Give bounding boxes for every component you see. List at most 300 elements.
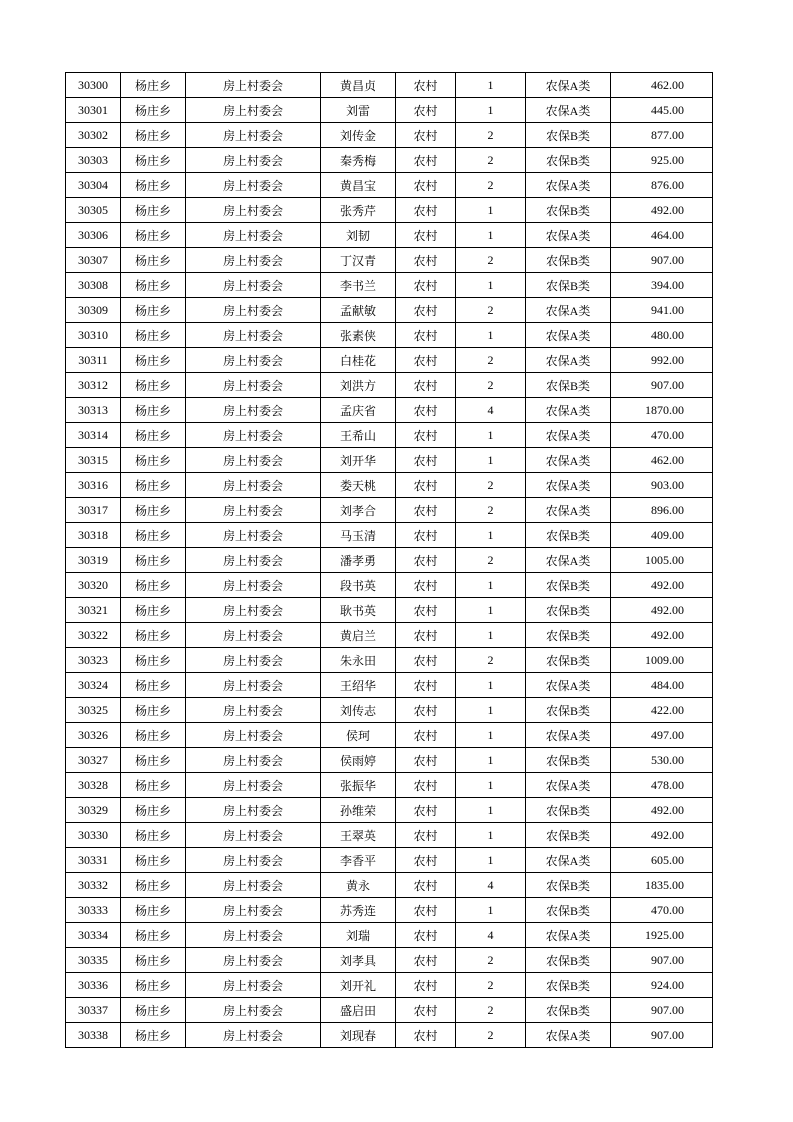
cell-insurance-category: 农保A类 bbox=[526, 848, 611, 873]
cell-village-committee: 房上村委会 bbox=[186, 148, 321, 173]
cell-township: 杨庄乡 bbox=[121, 348, 186, 373]
cell-person-name: 刘开华 bbox=[321, 448, 396, 473]
cell-person-count: 1 bbox=[456, 523, 526, 548]
cell-serial-no: 30312 bbox=[66, 373, 121, 398]
cell-serial-no: 30329 bbox=[66, 798, 121, 823]
cell-insurance-category: 农保B类 bbox=[526, 198, 611, 223]
cell-insurance-category: 农保B类 bbox=[526, 823, 611, 848]
cell-person-count: 1 bbox=[456, 773, 526, 798]
cell-person-count: 1 bbox=[456, 698, 526, 723]
cell-serial-no: 30305 bbox=[66, 198, 121, 223]
cell-village-committee: 房上村委会 bbox=[186, 648, 321, 673]
cell-township: 杨庄乡 bbox=[121, 198, 186, 223]
cell-amount: 464.00 bbox=[611, 223, 713, 248]
table-row bbox=[66, 498, 713, 523]
cell-person-name: 刘孝合 bbox=[321, 498, 396, 523]
table-row bbox=[66, 123, 713, 148]
cell-amount: 409.00 bbox=[611, 523, 713, 548]
cell-person-count: 1 bbox=[456, 573, 526, 598]
table-body bbox=[66, 73, 713, 1048]
table-row bbox=[66, 548, 713, 573]
cell-person-count: 4 bbox=[456, 398, 526, 423]
cell-serial-no: 30313 bbox=[66, 398, 121, 423]
cell-person-name: 孟庆省 bbox=[321, 398, 396, 423]
cell-serial-no: 30335 bbox=[66, 948, 121, 973]
cell-insurance-category: 农保B类 bbox=[526, 798, 611, 823]
cell-township: 杨庄乡 bbox=[121, 648, 186, 673]
cell-person-name: 张秀芹 bbox=[321, 198, 396, 223]
table-row bbox=[66, 798, 713, 823]
table-row bbox=[66, 398, 713, 423]
table-row bbox=[66, 623, 713, 648]
cell-person-count: 2 bbox=[456, 473, 526, 498]
cell-insurance-category: 农保A类 bbox=[526, 223, 611, 248]
cell-person-count: 2 bbox=[456, 498, 526, 523]
cell-amount: 1009.00 bbox=[611, 648, 713, 673]
cell-township: 杨庄乡 bbox=[121, 723, 186, 748]
cell-township: 杨庄乡 bbox=[121, 323, 186, 348]
cell-village-committee: 房上村委会 bbox=[186, 623, 321, 648]
cell-village-committee: 房上村委会 bbox=[186, 523, 321, 548]
cell-insurance-category: 农保B类 bbox=[526, 573, 611, 598]
cell-serial-no: 30317 bbox=[66, 498, 121, 523]
cell-amount: 530.00 bbox=[611, 748, 713, 773]
cell-township: 杨庄乡 bbox=[121, 523, 186, 548]
cell-residence-type: 农村 bbox=[396, 873, 456, 898]
cell-insurance-category: 农保B类 bbox=[526, 148, 611, 173]
cell-person-count: 2 bbox=[456, 973, 526, 998]
cell-amount: 484.00 bbox=[611, 673, 713, 698]
cell-residence-type: 农村 bbox=[396, 748, 456, 773]
cell-township: 杨庄乡 bbox=[121, 98, 186, 123]
cell-township: 杨庄乡 bbox=[121, 398, 186, 423]
cell-township: 杨庄乡 bbox=[121, 73, 186, 98]
cell-village-committee: 房上村委会 bbox=[186, 198, 321, 223]
cell-person-count: 1 bbox=[456, 273, 526, 298]
cell-person-name: 王绍华 bbox=[321, 673, 396, 698]
cell-person-name: 苏秀连 bbox=[321, 898, 396, 923]
cell-amount: 492.00 bbox=[611, 623, 713, 648]
table-row bbox=[66, 523, 713, 548]
cell-village-committee: 房上村委会 bbox=[186, 698, 321, 723]
cell-person-count: 2 bbox=[456, 1023, 526, 1048]
cell-insurance-category: 农保A类 bbox=[526, 1023, 611, 1048]
cell-insurance-category: 农保B类 bbox=[526, 273, 611, 298]
cell-township: 杨庄乡 bbox=[121, 573, 186, 598]
cell-amount: 925.00 bbox=[611, 148, 713, 173]
cell-insurance-category: 农保B类 bbox=[526, 373, 611, 398]
table-row bbox=[66, 198, 713, 223]
cell-person-name: 李香平 bbox=[321, 848, 396, 873]
cell-village-committee: 房上村委会 bbox=[186, 98, 321, 123]
table-row bbox=[66, 948, 713, 973]
cell-person-name: 刘孝具 bbox=[321, 948, 396, 973]
cell-person-count: 2 bbox=[456, 548, 526, 573]
table-row bbox=[66, 773, 713, 798]
cell-insurance-category: 农保B类 bbox=[526, 873, 611, 898]
cell-person-count: 1 bbox=[456, 848, 526, 873]
cell-amount: 480.00 bbox=[611, 323, 713, 348]
cell-person-count: 2 bbox=[456, 348, 526, 373]
cell-person-count: 1 bbox=[456, 723, 526, 748]
cell-township: 杨庄乡 bbox=[121, 673, 186, 698]
cell-insurance-category: 农保A类 bbox=[526, 398, 611, 423]
cell-township: 杨庄乡 bbox=[121, 123, 186, 148]
cell-serial-no: 30306 bbox=[66, 223, 121, 248]
cell-person-name: 潘孝勇 bbox=[321, 548, 396, 573]
cell-person-count: 1 bbox=[456, 798, 526, 823]
cell-amount: 907.00 bbox=[611, 948, 713, 973]
cell-residence-type: 农村 bbox=[396, 673, 456, 698]
cell-person-count: 1 bbox=[456, 673, 526, 698]
cell-serial-no: 30333 bbox=[66, 898, 121, 923]
table-row bbox=[66, 648, 713, 673]
cell-serial-no: 30326 bbox=[66, 723, 121, 748]
cell-insurance-category: 农保A类 bbox=[526, 498, 611, 523]
cell-village-committee: 房上村委会 bbox=[186, 398, 321, 423]
cell-person-name: 朱永田 bbox=[321, 648, 396, 673]
cell-amount: 445.00 bbox=[611, 98, 713, 123]
cell-serial-no: 30324 bbox=[66, 673, 121, 698]
cell-residence-type: 农村 bbox=[396, 623, 456, 648]
cell-residence-type: 农村 bbox=[396, 773, 456, 798]
cell-village-committee: 房上村委会 bbox=[186, 573, 321, 598]
cell-village-committee: 房上村委会 bbox=[186, 448, 321, 473]
cell-amount: 492.00 bbox=[611, 198, 713, 223]
cell-person-count: 2 bbox=[456, 123, 526, 148]
cell-township: 杨庄乡 bbox=[121, 548, 186, 573]
cell-residence-type: 农村 bbox=[396, 723, 456, 748]
cell-serial-no: 30304 bbox=[66, 173, 121, 198]
cell-person-name: 刘传金 bbox=[321, 123, 396, 148]
cell-serial-no: 30319 bbox=[66, 548, 121, 573]
cell-residence-type: 农村 bbox=[396, 948, 456, 973]
cell-residence-type: 农村 bbox=[396, 273, 456, 298]
cell-person-count: 2 bbox=[456, 373, 526, 398]
cell-person-name: 黄昌宝 bbox=[321, 173, 396, 198]
cell-village-committee: 房上村委会 bbox=[186, 373, 321, 398]
cell-serial-no: 30314 bbox=[66, 423, 121, 448]
cell-residence-type: 农村 bbox=[396, 448, 456, 473]
cell-serial-no: 30336 bbox=[66, 973, 121, 998]
cell-amount: 492.00 bbox=[611, 823, 713, 848]
cell-village-committee: 房上村委会 bbox=[186, 823, 321, 848]
cell-insurance-category: 农保A类 bbox=[526, 73, 611, 98]
cell-amount: 941.00 bbox=[611, 298, 713, 323]
table-row bbox=[66, 273, 713, 298]
cell-person-count: 1 bbox=[456, 623, 526, 648]
cell-residence-type: 农村 bbox=[396, 998, 456, 1023]
cell-amount: 907.00 bbox=[611, 248, 713, 273]
cell-residence-type: 农村 bbox=[396, 198, 456, 223]
cell-township: 杨庄乡 bbox=[121, 898, 186, 923]
cell-residence-type: 农村 bbox=[396, 973, 456, 998]
cell-insurance-category: 农保A类 bbox=[526, 723, 611, 748]
cell-amount: 876.00 bbox=[611, 173, 713, 198]
cell-village-committee: 房上村委会 bbox=[186, 548, 321, 573]
cell-village-committee: 房上村委会 bbox=[186, 223, 321, 248]
cell-person-count: 2 bbox=[456, 148, 526, 173]
table-row bbox=[66, 748, 713, 773]
table-row bbox=[66, 823, 713, 848]
cell-township: 杨庄乡 bbox=[121, 273, 186, 298]
cell-township: 杨庄乡 bbox=[121, 698, 186, 723]
cell-residence-type: 农村 bbox=[396, 573, 456, 598]
table-row bbox=[66, 323, 713, 348]
cell-serial-no: 30303 bbox=[66, 148, 121, 173]
cell-village-committee: 房上村委会 bbox=[186, 173, 321, 198]
cell-residence-type: 农村 bbox=[396, 523, 456, 548]
cell-person-name: 耿书英 bbox=[321, 598, 396, 623]
cell-person-count: 4 bbox=[456, 873, 526, 898]
cell-township: 杨庄乡 bbox=[121, 973, 186, 998]
cell-township: 杨庄乡 bbox=[121, 823, 186, 848]
cell-township: 杨庄乡 bbox=[121, 848, 186, 873]
cell-residence-type: 农村 bbox=[396, 848, 456, 873]
cell-serial-no: 30311 bbox=[66, 348, 121, 373]
cell-insurance-category: 农保B类 bbox=[526, 698, 611, 723]
cell-insurance-category: 农保B类 bbox=[526, 648, 611, 673]
cell-village-committee: 房上村委会 bbox=[186, 123, 321, 148]
cell-township: 杨庄乡 bbox=[121, 798, 186, 823]
cell-township: 杨庄乡 bbox=[121, 873, 186, 898]
cell-amount: 903.00 bbox=[611, 473, 713, 498]
cell-person-count: 2 bbox=[456, 648, 526, 673]
cell-residence-type: 农村 bbox=[396, 123, 456, 148]
cell-person-name: 张素侠 bbox=[321, 323, 396, 348]
cell-insurance-category: 农保B类 bbox=[526, 748, 611, 773]
table-row bbox=[66, 148, 713, 173]
cell-person-count: 1 bbox=[456, 423, 526, 448]
cell-village-committee: 房上村委会 bbox=[186, 598, 321, 623]
cell-person-name: 刘传志 bbox=[321, 698, 396, 723]
table-row bbox=[66, 698, 713, 723]
cell-person-name: 段书英 bbox=[321, 573, 396, 598]
cell-serial-no: 30307 bbox=[66, 248, 121, 273]
cell-amount: 907.00 bbox=[611, 998, 713, 1023]
table-row bbox=[66, 1023, 713, 1048]
cell-person-name: 李书兰 bbox=[321, 273, 396, 298]
cell-person-name: 侯珂 bbox=[321, 723, 396, 748]
cell-serial-no: 30337 bbox=[66, 998, 121, 1023]
cell-amount: 470.00 bbox=[611, 898, 713, 923]
cell-residence-type: 农村 bbox=[396, 248, 456, 273]
cell-amount: 422.00 bbox=[611, 698, 713, 723]
cell-amount: 1925.00 bbox=[611, 923, 713, 948]
cell-insurance-category: 农保A类 bbox=[526, 773, 611, 798]
cell-insurance-category: 农保A类 bbox=[526, 673, 611, 698]
cell-insurance-category: 农保A类 bbox=[526, 473, 611, 498]
cell-amount: 478.00 bbox=[611, 773, 713, 798]
cell-insurance-category: 农保A类 bbox=[526, 423, 611, 448]
cell-residence-type: 农村 bbox=[396, 223, 456, 248]
cell-amount: 492.00 bbox=[611, 798, 713, 823]
cell-residence-type: 农村 bbox=[396, 98, 456, 123]
cell-serial-no: 30322 bbox=[66, 623, 121, 648]
cell-serial-no: 30331 bbox=[66, 848, 121, 873]
cell-serial-no: 30308 bbox=[66, 273, 121, 298]
cell-person-name: 王希山 bbox=[321, 423, 396, 448]
table-row bbox=[66, 673, 713, 698]
cell-serial-no: 30316 bbox=[66, 473, 121, 498]
cell-person-name: 马玉清 bbox=[321, 523, 396, 548]
cell-person-count: 1 bbox=[456, 223, 526, 248]
cell-village-committee: 房上村委会 bbox=[186, 248, 321, 273]
cell-amount: 907.00 bbox=[611, 373, 713, 398]
cell-person-name: 秦秀梅 bbox=[321, 148, 396, 173]
cell-township: 杨庄乡 bbox=[121, 248, 186, 273]
cell-serial-no: 30300 bbox=[66, 73, 121, 98]
cell-township: 杨庄乡 bbox=[121, 498, 186, 523]
cell-village-committee: 房上村委会 bbox=[186, 423, 321, 448]
cell-person-count: 1 bbox=[456, 98, 526, 123]
cell-insurance-category: 农保A类 bbox=[526, 173, 611, 198]
table-row bbox=[66, 298, 713, 323]
cell-person-name: 娄天桃 bbox=[321, 473, 396, 498]
cell-residence-type: 农村 bbox=[396, 423, 456, 448]
cell-village-committee: 房上村委会 bbox=[186, 948, 321, 973]
cell-insurance-category: 农保B类 bbox=[526, 973, 611, 998]
cell-residence-type: 农村 bbox=[396, 798, 456, 823]
cell-person-name: 侯雨婷 bbox=[321, 748, 396, 773]
cell-insurance-category: 农保B类 bbox=[526, 598, 611, 623]
cell-insurance-category: 农保A类 bbox=[526, 448, 611, 473]
table-row bbox=[66, 223, 713, 248]
cell-person-name: 刘雷 bbox=[321, 98, 396, 123]
cell-person-count: 4 bbox=[456, 923, 526, 948]
cell-amount: 907.00 bbox=[611, 1023, 713, 1048]
cell-residence-type: 农村 bbox=[396, 548, 456, 573]
cell-residence-type: 农村 bbox=[396, 1023, 456, 1048]
cell-person-count: 2 bbox=[456, 248, 526, 273]
cell-serial-no: 30327 bbox=[66, 748, 121, 773]
table-row bbox=[66, 448, 713, 473]
cell-insurance-category: 农保B类 bbox=[526, 123, 611, 148]
cell-amount: 877.00 bbox=[611, 123, 713, 148]
cell-insurance-category: 农保A类 bbox=[526, 548, 611, 573]
cell-township: 杨庄乡 bbox=[121, 448, 186, 473]
table-row bbox=[66, 998, 713, 1023]
cell-person-name: 孟献敏 bbox=[321, 298, 396, 323]
cell-person-name: 张振华 bbox=[321, 773, 396, 798]
cell-person-name: 刘洪方 bbox=[321, 373, 396, 398]
cell-person-count: 2 bbox=[456, 998, 526, 1023]
table-row bbox=[66, 73, 713, 98]
table-row bbox=[66, 423, 713, 448]
cell-person-name: 刘韧 bbox=[321, 223, 396, 248]
cell-person-count: 1 bbox=[456, 823, 526, 848]
cell-residence-type: 农村 bbox=[396, 173, 456, 198]
cell-township: 杨庄乡 bbox=[121, 1023, 186, 1048]
cell-serial-no: 30325 bbox=[66, 698, 121, 723]
cell-serial-no: 30320 bbox=[66, 573, 121, 598]
cell-insurance-category: 农保A类 bbox=[526, 98, 611, 123]
cell-serial-no: 30338 bbox=[66, 1023, 121, 1048]
cell-serial-no: 30315 bbox=[66, 448, 121, 473]
cell-person-count: 2 bbox=[456, 298, 526, 323]
cell-village-committee: 房上村委会 bbox=[186, 798, 321, 823]
cell-serial-no: 30321 bbox=[66, 598, 121, 623]
cell-person-name: 盛启田 bbox=[321, 998, 396, 1023]
cell-amount: 1835.00 bbox=[611, 873, 713, 898]
cell-person-count: 1 bbox=[456, 748, 526, 773]
cell-amount: 605.00 bbox=[611, 848, 713, 873]
cell-village-committee: 房上村委会 bbox=[186, 673, 321, 698]
table-row bbox=[66, 373, 713, 398]
cell-insurance-category: 农保B类 bbox=[526, 248, 611, 273]
cell-village-committee: 房上村委会 bbox=[186, 848, 321, 873]
cell-amount: 462.00 bbox=[611, 73, 713, 98]
cell-township: 杨庄乡 bbox=[121, 298, 186, 323]
table-row bbox=[66, 173, 713, 198]
cell-amount: 497.00 bbox=[611, 723, 713, 748]
cell-serial-no: 30302 bbox=[66, 123, 121, 148]
cell-serial-no: 30334 bbox=[66, 923, 121, 948]
cell-township: 杨庄乡 bbox=[121, 223, 186, 248]
cell-serial-no: 30318 bbox=[66, 523, 121, 548]
cell-serial-no: 30310 bbox=[66, 323, 121, 348]
cell-residence-type: 农村 bbox=[396, 323, 456, 348]
cell-person-name: 孙维荣 bbox=[321, 798, 396, 823]
cell-residence-type: 农村 bbox=[396, 298, 456, 323]
cell-person-name: 黄启兰 bbox=[321, 623, 396, 648]
table-row bbox=[66, 473, 713, 498]
table-row bbox=[66, 973, 713, 998]
cell-residence-type: 农村 bbox=[396, 648, 456, 673]
cell-residence-type: 农村 bbox=[396, 923, 456, 948]
cell-insurance-category: 农保A类 bbox=[526, 923, 611, 948]
cell-village-committee: 房上村委会 bbox=[186, 298, 321, 323]
cell-person-name: 刘现春 bbox=[321, 1023, 396, 1048]
cell-township: 杨庄乡 bbox=[121, 748, 186, 773]
cell-person-count: 2 bbox=[456, 173, 526, 198]
cell-residence-type: 农村 bbox=[396, 398, 456, 423]
cell-township: 杨庄乡 bbox=[121, 473, 186, 498]
cell-person-name: 丁汉青 bbox=[321, 248, 396, 273]
cell-residence-type: 农村 bbox=[396, 898, 456, 923]
cell-township: 杨庄乡 bbox=[121, 773, 186, 798]
cell-amount: 1005.00 bbox=[611, 548, 713, 573]
cell-residence-type: 农村 bbox=[396, 373, 456, 398]
cell-insurance-category: 农保B类 bbox=[526, 523, 611, 548]
cell-village-committee: 房上村委会 bbox=[186, 973, 321, 998]
cell-village-committee: 房上村委会 bbox=[186, 1023, 321, 1048]
cell-insurance-category: 农保A类 bbox=[526, 323, 611, 348]
cell-village-committee: 房上村委会 bbox=[186, 323, 321, 348]
table-row bbox=[66, 573, 713, 598]
cell-township: 杨庄乡 bbox=[121, 923, 186, 948]
cell-person-count: 1 bbox=[456, 198, 526, 223]
cell-village-committee: 房上村委会 bbox=[186, 773, 321, 798]
cell-serial-no: 30301 bbox=[66, 98, 121, 123]
cell-insurance-category: 农保B类 bbox=[526, 948, 611, 973]
cell-person-count: 1 bbox=[456, 598, 526, 623]
cell-residence-type: 农村 bbox=[396, 348, 456, 373]
cell-serial-no: 30332 bbox=[66, 873, 121, 898]
cell-insurance-category: 农保A类 bbox=[526, 348, 611, 373]
cell-village-committee: 房上村委会 bbox=[186, 498, 321, 523]
cell-village-committee: 房上村委会 bbox=[186, 473, 321, 498]
cell-village-committee: 房上村委会 bbox=[186, 923, 321, 948]
cell-insurance-category: 农保B类 bbox=[526, 623, 611, 648]
cell-person-count: 2 bbox=[456, 948, 526, 973]
table-row bbox=[66, 248, 713, 273]
cell-township: 杨庄乡 bbox=[121, 998, 186, 1023]
cell-serial-no: 30330 bbox=[66, 823, 121, 848]
cell-residence-type: 农村 bbox=[396, 148, 456, 173]
table-row bbox=[66, 348, 713, 373]
table-row bbox=[66, 598, 713, 623]
